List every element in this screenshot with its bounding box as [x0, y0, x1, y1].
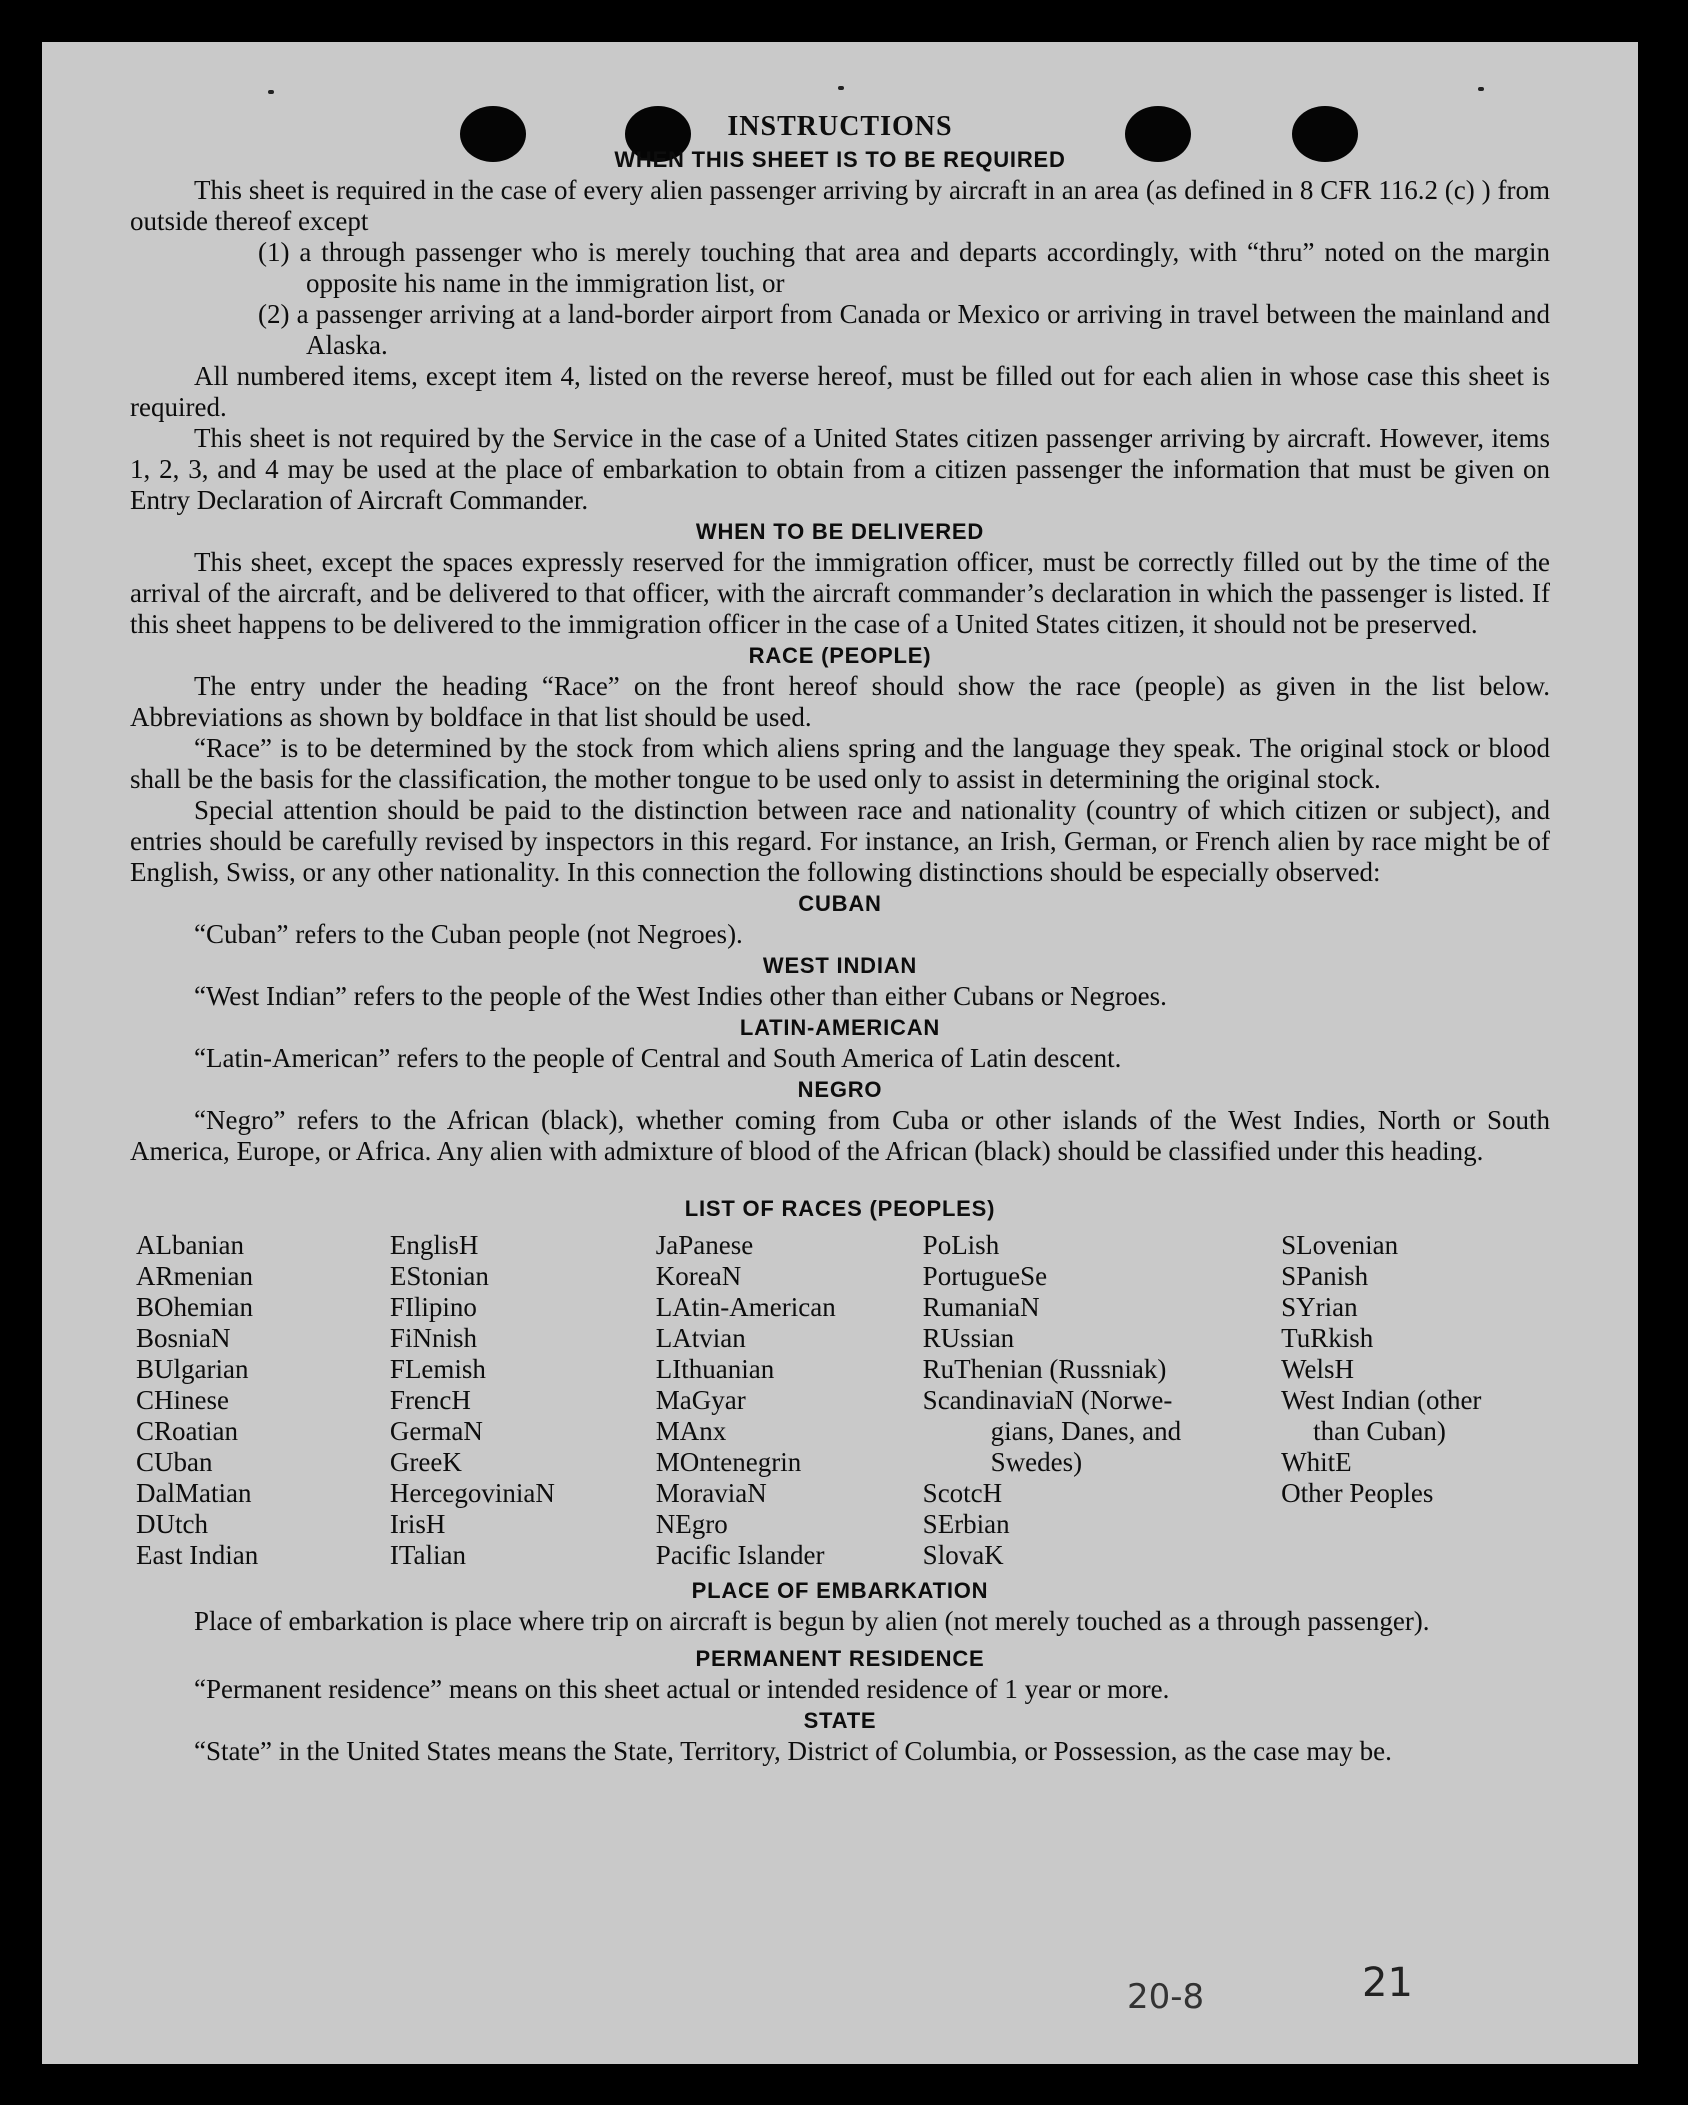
section-heading: WHEN THIS SHEET IS TO BE REQUIRED — [614, 147, 1066, 172]
race-entry: GermaN — [389, 1416, 483, 1446]
section-heading: WEST INDIAN — [762, 953, 918, 978]
paragraph: Place of embarkation is place where trip on aircraft is begun by alien (not merely touched as a through passenger). — [194, 1606, 1430, 1636]
race-entry: FLemish — [389, 1354, 486, 1384]
section-heading: CUBAN — [798, 891, 882, 916]
race-entry: DalMatian — [136, 1478, 252, 1508]
paragraph: This sheet is not required by the Service in the case of a United States citizen passenger arriving by aircraft. However, items 1, 2, 3, and 4 may be used at the place of embarkation to obtain from a citizen passenger the information that must be given on Entry Declaration of Aircraft Commander. — [130, 423, 1550, 515]
race-entry: RUssian — [922, 1323, 1015, 1353]
race-entry: BOhemian — [136, 1292, 253, 1322]
race-entry: WelsH — [1281, 1354, 1354, 1384]
race-entry: GreeK — [389, 1447, 462, 1477]
paragraph: “West Indian” refers to the people of the West Indies other than either Cubans or Negroes. — [194, 981, 1167, 1011]
race-entry: KoreaN — [655, 1261, 742, 1291]
paragraph: The entry under the heading “Race” on the front hereof should show the race (people) as given in the list below. Abbreviations as shown by boldface in that list should be used. — [130, 671, 1550, 732]
race-entry: Pacific Islander — [655, 1540, 825, 1570]
race-entry: ITalian — [389, 1540, 466, 1570]
race-entry: JaPanese — [655, 1230, 754, 1260]
race-entry: CRoatian — [136, 1416, 238, 1446]
handwritten-note: 20-8 — [1127, 1977, 1205, 2017]
section-heading: LIST OF RACES (PEOPLES) — [684, 1196, 996, 1221]
section-heading: NEGRO — [797, 1077, 883, 1102]
race-entry: Other Peoples — [1281, 1478, 1434, 1508]
race-entry: FIlipino — [389, 1292, 477, 1322]
race-entry: IrisH — [389, 1509, 446, 1539]
race-column — [390, 1230, 656, 1571]
race-entry: FrencH — [389, 1385, 471, 1415]
race-entry: NEgro — [655, 1509, 728, 1539]
section-heading: PERMANENT RESIDENCE — [695, 1646, 985, 1671]
race-entry: TuRkish — [1281, 1323, 1374, 1353]
race-entry: ScotcH — [922, 1478, 1003, 1508]
paragraph: “Permanent residence” means on this sheet actual or intended residence of 1 year or more. — [194, 1674, 1170, 1704]
race-column — [136, 1230, 390, 1571]
paragraph: This sheet, except the spaces expressly reserved for the immigration officer, must be correctly filled out by the time of the arrival of the aircraft, and be delivered to that officer, with the aircraft commander’s declaration in which the passenger is listed. If this sheet happens to be delivered to the immigration officer in the case of a United States citizen, it should not be preserved. — [130, 547, 1550, 639]
paragraph: This sheet is required in the case of every alien passenger arriving by aircraft in an area (as defined in 8 CFR 116.2 (c) ) from outside thereof except — [130, 175, 1550, 236]
instructions-text — [130, 110, 1550, 1767]
race-entry-continuation: than Cuban) — [1313, 1416, 1446, 1446]
race-entry: PortugueSe — [922, 1261, 1048, 1291]
page-title: INSTRUCTIONS — [727, 111, 953, 142]
race-entry: BosniaN — [136, 1323, 231, 1353]
race-entry: EnglisH — [389, 1230, 479, 1260]
race-list — [136, 1230, 1550, 1571]
paragraph: “Cuban” refers to the Cuban people (not Negroes). — [194, 919, 743, 949]
race-entry: ALbanian — [136, 1230, 244, 1260]
race-entry: CUban — [136, 1447, 213, 1477]
race-entry: SLovenian — [1281, 1230, 1399, 1260]
race-column — [656, 1230, 923, 1571]
race-entry: LAtin-American — [655, 1292, 836, 1322]
race-entry: EStonian — [389, 1261, 489, 1291]
race-entry: PoLish — [922, 1230, 1000, 1260]
paragraph: “State” in the United States means the State, Territory, District of Columbia, or Possession, as the case may be. — [194, 1736, 1392, 1766]
section-heading: PLACE OF EMBARKATION — [691, 1578, 989, 1603]
race-entry: SErbian — [922, 1509, 1010, 1539]
race-entry: West Indian (other — [1281, 1385, 1482, 1415]
race-entry: ARmenian — [136, 1261, 253, 1291]
handwritten-mark: 21 — [1362, 1960, 1413, 2006]
race-entry: FiNnish — [389, 1323, 477, 1353]
race-entry: RuThenian (Russniak) — [922, 1354, 1167, 1384]
race-entry: WhitE — [1281, 1447, 1352, 1477]
race-entry: MaGyar — [655, 1385, 746, 1415]
race-entry: ScandinaviaN (Norwe- — [922, 1385, 1173, 1415]
paragraph: “Latin-American” refers to the people of Central and South America of Latin descent. — [194, 1043, 1122, 1073]
section-heading: WHEN TO BE DELIVERED — [695, 519, 985, 544]
race-entry: HercegoviniaN — [389, 1478, 555, 1508]
speck — [838, 86, 844, 90]
section-heading: LATIN-AMERICAN — [739, 1015, 941, 1040]
race-entry: LIthuanian — [655, 1354, 775, 1384]
paragraph: “Race” is to be determined by the stock from which aliens spring and the language they speak. The original stock or blood shall be the basis for the classification, the mother tongue to be used only to assist in determining the original stock. — [130, 733, 1550, 794]
race-entry: MoraviaN — [655, 1478, 767, 1508]
race-entry: MAnx — [655, 1416, 727, 1446]
race-entry: BUlgarian — [136, 1354, 249, 1384]
race-entry: CHinese — [136, 1385, 229, 1415]
race-entry: LAtvian — [655, 1323, 746, 1353]
race-column — [1281, 1230, 1550, 1571]
exception-item: (1) a through passenger who is merely touching that area and departs accordingly, with “thru” noted on the margin opposite his name in the immigration list, or — [258, 237, 1550, 298]
race-entry: East Indian — [136, 1540, 259, 1570]
exception-item: (2) a passenger arriving at a land-border airport from Canada or Mexico or arriving in travel between the mainland and Alaska. — [258, 299, 1550, 360]
race-entry: RumaniaN — [922, 1292, 1040, 1322]
race-entry: DUtch — [136, 1509, 208, 1539]
speck — [1478, 87, 1484, 91]
race-entry: SlovaK — [922, 1540, 1004, 1570]
race-entry-continuation: gians, Danes, and — [990, 1416, 1182, 1446]
paragraph: Special attention should be paid to the distinction between race and nationality (country of which citizen or subject), and entries should be carefully revised by inspectors in this regard. For instance, an Irish, German, or French alien by race might be of English, Swiss, or any other nationality. In this connection the following distinctions should be especially observed: — [130, 795, 1550, 887]
paragraph: All numbered items, except item 4, listed on the reverse hereof, must be filled out for each alien in whose case this sheet is required. — [130, 361, 1550, 422]
race-entry: MOntenegrin — [655, 1447, 802, 1477]
paragraph: “Negro” refers to the African (black), whether coming from Cuba or other islands of the West Indies, North or South America, Europe, or Africa. Any alien with admixture of blood of the African (black) should be classified under this heading. — [130, 1105, 1550, 1166]
race-entry: SPanish — [1281, 1261, 1369, 1291]
section-heading: STATE — [803, 1708, 877, 1733]
section-heading: RACE (PEOPLE) — [748, 643, 932, 668]
race-entry: SYrian — [1281, 1292, 1358, 1322]
instruction-sheet — [42, 42, 1638, 2064]
race-entry-continuation: Swedes) — [990, 1447, 1083, 1477]
speck — [268, 90, 274, 94]
race-column — [923, 1230, 1281, 1571]
